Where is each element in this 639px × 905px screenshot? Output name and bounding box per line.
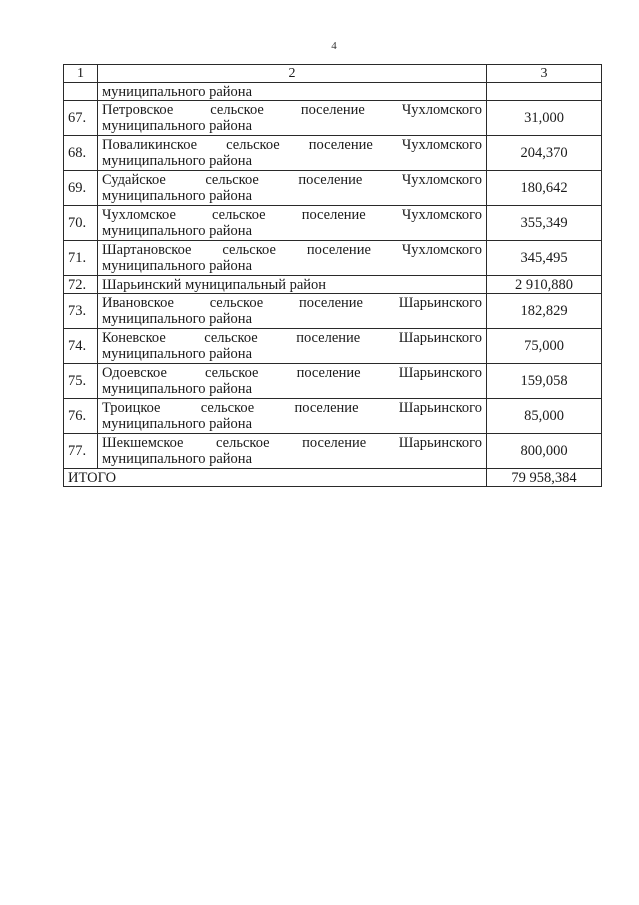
row-number: 69. [64,171,98,206]
header-col-3: 3 [487,65,602,83]
row-name-word: Чухломского [401,242,482,258]
row-name-word: поселение [298,172,363,188]
table-row [64,171,602,206]
row-name-word: Судайское [102,172,166,188]
row-number: 71. [64,241,98,276]
row-name-word: сельское [210,102,264,118]
row-name-word: Шарьинского [398,330,482,346]
row-name-word: Шарьинского [398,365,482,381]
row-name-line-1 [102,242,482,258]
header-col-1: 1 [64,65,98,83]
row-name-line-2: муниципального района [102,153,252,169]
continuation-value [487,83,602,101]
row-name-word: поселение [300,102,365,118]
row-name-line-1 [102,435,482,451]
table-row [64,276,602,294]
row-name-word: Чухломского [401,172,482,188]
row-name-word: Чухломского [401,137,482,153]
row-name-word: Поваликинское [102,137,198,153]
table-row [64,399,602,434]
row-number: 70. [64,206,98,241]
row-name-word: сельское [212,207,266,223]
table-header-row [64,65,602,83]
row-number: 75. [64,364,98,399]
row-name-word: сельское [204,365,259,381]
row-name [98,206,487,241]
row-name [98,241,487,276]
row-name [98,364,487,399]
table-row [64,329,602,364]
row-name-word: поселение [294,400,359,416]
row-name-word: Шарьинского [398,295,482,311]
row-name-word: Чухломского [401,207,482,223]
row-name-line-1 [102,172,482,188]
row-value: 204,370 [487,136,602,171]
row-value: 182,829 [487,294,602,329]
row-name-word: сельское [209,295,264,311]
continuation-row [64,83,602,101]
header-col-2: 2 [98,65,487,83]
row-name [98,171,487,206]
total-row [64,469,602,487]
row-name-word: Шартановское [102,242,192,258]
row-name [98,329,487,364]
row-name-word: сельское [200,400,255,416]
row-number: 74. [64,329,98,364]
row-number: 76. [64,399,98,434]
row-name-line-2: муниципального района [102,223,252,239]
page-number: 4 [331,40,337,52]
row-name-word: Шарьинского [398,435,482,451]
row-value: 85,000 [487,399,602,434]
table-row [64,101,602,136]
row-number: 77. [64,434,98,469]
row-name-word: Троицкое [102,400,161,416]
row-name-word: поселение [306,242,371,258]
row-name [98,101,487,136]
row-value: 355,349 [487,206,602,241]
row-name-word: сельское [226,137,280,153]
row-value: 800,000 [487,434,602,469]
row-name-word: поселение [298,295,363,311]
row-value: 75,000 [487,329,602,364]
row-name-line-1 [102,137,482,153]
row-name-line-1 [102,330,482,346]
row-name-word: Петровское [102,102,174,118]
row-number: 73. [64,294,98,329]
row-name [98,399,487,434]
row-number: 72. [64,276,98,294]
total-label: ИТОГО [64,469,487,487]
row-name-word: Чухломского [401,102,482,118]
table-row [64,294,602,329]
row-name-line-1 [102,365,482,381]
row-name-line-2: муниципального района [102,188,252,204]
row-name-line-2: муниципального района [102,118,252,134]
row-name-word: Шекшемское [102,435,184,451]
row-name: Шарьинский муниципальный район [98,276,487,294]
row-name-word: поселение [296,365,361,381]
row-value: 2 910,880 [487,276,602,294]
allocation-table [63,64,602,487]
total-value: 79 958,384 [487,469,602,487]
row-name [98,294,487,329]
row-value: 159,058 [487,364,602,399]
table-row [64,241,602,276]
row-name-line-2: муниципального района [102,381,252,397]
table-row [64,206,602,241]
row-name-word: Одоевское [102,365,167,381]
table-row [64,434,602,469]
row-name-word: сельское [205,172,259,188]
row-name-line-2: муниципального района [102,311,252,327]
row-name-word: Чухломское [102,207,176,223]
row-number: 68. [64,136,98,171]
row-name-word: сельское [222,242,276,258]
row-value: 31,000 [487,101,602,136]
continuation-text: муниципального района [98,83,487,101]
row-name-line-2: муниципального района [102,346,252,362]
row-name-word: Ивановское [102,295,174,311]
row-name-word: сельское [204,330,258,346]
table-row [64,364,602,399]
row-name [98,434,487,469]
row-name-line-2: муниципального района [102,451,252,467]
row-name-word: сельское [216,435,270,451]
row-name-word: Коневское [102,330,166,346]
row-name [98,136,487,171]
row-value: 180,642 [487,171,602,206]
row-name-word: поселение [308,137,373,153]
row-name-line-2: муниципального района [102,258,252,274]
row-name-word: поселение [301,207,366,223]
row-name-line-1 [102,295,482,311]
continuation-num [64,83,98,101]
row-name-word: поселение [302,435,367,451]
row-name-line-1 [102,207,482,223]
row-number: 67. [64,101,98,136]
table-row [64,136,602,171]
row-name-line-1 [102,400,482,416]
row-name-word: Шарьинского [398,400,482,416]
row-name-word: поселение [296,330,361,346]
row-name-line-1 [102,102,482,118]
row-name-line-2: муниципального района [102,416,252,432]
row-value: 345,495 [487,241,602,276]
